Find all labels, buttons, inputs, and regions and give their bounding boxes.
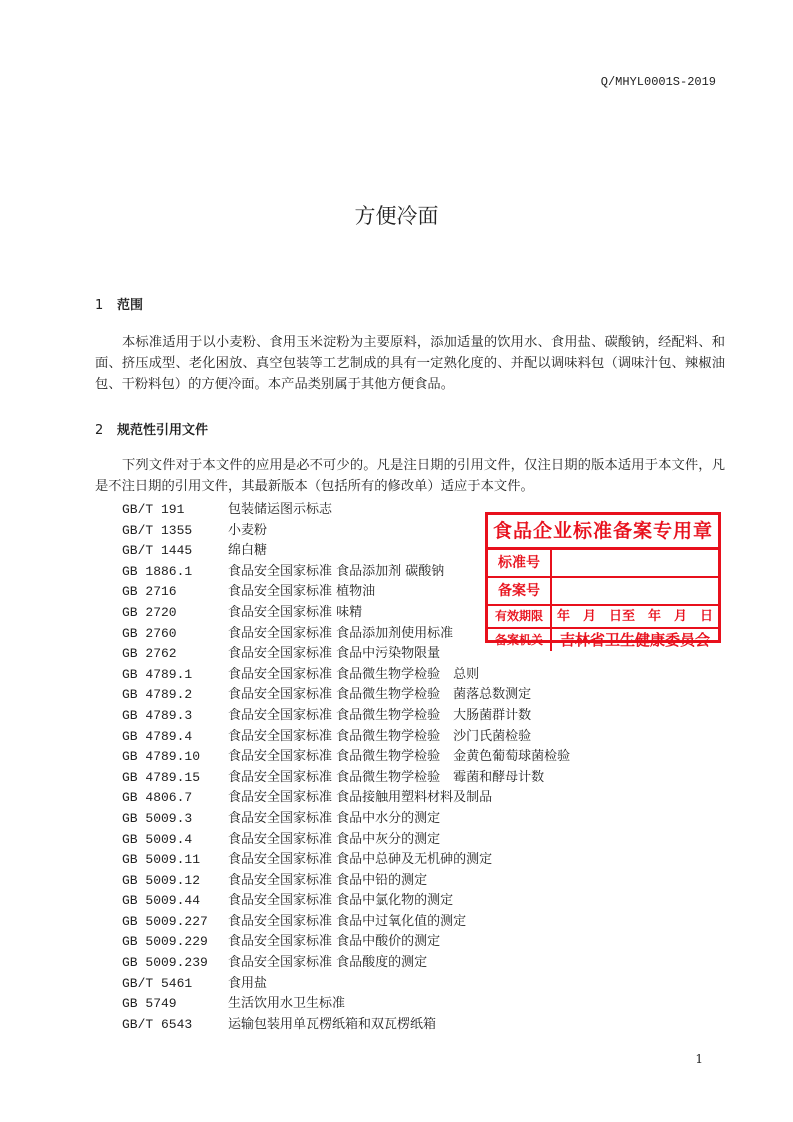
reference-item	[122, 768, 570, 789]
reference-title: 食品安全国家标准 食品中酸价的测定	[228, 934, 441, 950]
reference-title: 食品安全国家标准 食品中灰分的测定	[228, 831, 441, 847]
reference-title: 生活饮用水卫生标准	[228, 996, 346, 1012]
reference-title: 包装储运图示标志	[228, 502, 333, 517]
reference-title: 食品安全国家标准 食品微生物学检验 菌落总数测定	[228, 687, 532, 703]
reference-item	[122, 809, 570, 830]
reference-code: GB 2716	[122, 584, 177, 600]
reference-title: 食品安全国家标准 食品微生物学检验 总则	[228, 666, 480, 682]
reference-item	[122, 665, 570, 686]
reference-title: 食品安全国家标准 味精	[228, 604, 363, 620]
filing-stamp	[485, 512, 721, 649]
reference-item	[122, 912, 570, 933]
stamp-value: 吉林省卫生健康委员会	[559, 631, 710, 649]
reference-code: GB 5009.227	[122, 913, 208, 929]
section-1-text: 本标准适用于以小麦粉、食用玉米淀粉为主要原料，添加适量的饮用水、食用盐、碳酸钠，经配料、和面、挤压成型、老化困放、真空包装等工艺制成的具有一定熟化度的、并配以调味料包（调味汁包、辣椒油包、干粉料包）的方便冷面。本产品类别属于其他方便食品。	[95, 335, 725, 392]
reference-title: 食品安全国家标准 食品添加剂 碳酸钠	[228, 563, 445, 579]
reference-title: 食品安全国家标准 食品添加剂使用标准	[228, 625, 454, 641]
section-title: 规范性引用文件	[117, 423, 209, 438]
section-number: 1	[95, 298, 104, 313]
reference-code: GB 4789.2	[122, 687, 193, 703]
reference-code: GB/T 5461	[122, 975, 193, 991]
stamp-label: 标准号	[488, 550, 552, 576]
doc-title: 方便冷面	[354, 204, 439, 228]
reference-item	[122, 685, 570, 706]
reference-code: GB/T 1445	[122, 543, 193, 559]
reference-title: 食品安全国家标准 食品中氯化物的测定	[228, 893, 454, 909]
reference-code: GB 5009.4	[122, 831, 193, 847]
reference-code: GB 5009.12	[122, 872, 201, 888]
reference-item	[122, 830, 570, 851]
stamp-label: 备案号	[488, 578, 552, 604]
reference-code: GB 5749	[122, 996, 177, 1012]
reference-title: 食用盐	[228, 975, 268, 991]
reference-title: 运输包装用单瓦楞纸箱和双瓦楞纸箱	[228, 1016, 437, 1032]
reference-code: GB 5009.239	[122, 955, 208, 971]
stamp-label: 有效期限	[488, 606, 552, 627]
reference-item	[122, 891, 570, 912]
reference-code: GB 5009.3	[122, 810, 193, 826]
reference-item	[122, 788, 570, 809]
reference-code: GB/T 191	[122, 502, 185, 517]
reference-code: GB 4789.4	[122, 728, 193, 744]
section-2-heading	[95, 419, 208, 438]
doc-code: Q/MHYL0001S-2019	[600, 75, 716, 89]
reference-title: 食品安全国家标准 食品中过氧化值的测定	[228, 913, 467, 929]
section-title: 范围	[117, 298, 144, 313]
reference-item	[122, 871, 570, 892]
reference-title: 食品安全国家标准 食品微生物学检验 大肠菌群计数	[228, 707, 532, 723]
reference-title: 食品安全国家标准 食品微生物学检验 霉菌和酵母计数	[228, 769, 545, 785]
reference-item	[122, 974, 570, 995]
stamp-label: 备案机关	[488, 629, 552, 651]
reference-item	[122, 953, 570, 974]
reference-title: 绵白糖	[228, 543, 268, 559]
reference-code: GB 4789.10	[122, 749, 201, 765]
section-number: 2	[95, 423, 104, 438]
reference-title: 食品安全国家标准 食品微生物学检验 金黄色葡萄球菌检验	[228, 749, 571, 765]
reference-code: GB 5009.11	[122, 852, 201, 868]
reference-code: GB 2720	[122, 604, 177, 620]
reference-code: GB 5009.229	[122, 934, 208, 950]
reference-item	[122, 1015, 570, 1036]
reference-item	[122, 747, 570, 768]
reference-title: 食品安全国家标准 食品接触用塑料材料及制品	[228, 790, 493, 806]
stamp-value	[552, 550, 718, 576]
reference-item	[122, 727, 570, 748]
reference-code: GB/T 1355	[122, 522, 193, 538]
reference-item	[122, 850, 570, 871]
reference-code: GB 4789.1	[122, 666, 193, 682]
reference-item	[122, 932, 570, 953]
reference-title: 食品安全国家标准 食品中总砷及无机砷的测定	[228, 852, 493, 868]
reference-code: GB 4789.3	[122, 707, 193, 723]
reference-code: GB 1886.1	[122, 563, 193, 579]
reference-item	[122, 994, 570, 1015]
reference-item	[122, 706, 570, 727]
reference-title: 食品安全国家标准 植物油	[228, 584, 376, 600]
reference-code: GB 4806.7	[122, 790, 193, 806]
section-1-heading	[95, 294, 143, 313]
reference-title: 食品安全国家标准 食品酸度的测定	[228, 955, 428, 971]
page-number: 1	[695, 1052, 703, 1066]
stamp-value: 年 月 日至 年 月 日	[556, 609, 713, 624]
reference-code: GB/T 6543	[122, 1016, 193, 1032]
reference-code: GB 2762	[122, 646, 177, 662]
stamp-value	[552, 578, 718, 604]
reference-code: GB 5009.44	[122, 893, 201, 909]
reference-title: 食品安全国家标准 食品中铅的测定	[228, 872, 428, 888]
reference-title: 食品安全国家标准 食品中污染物限量	[228, 646, 441, 662]
reference-title: 小麦粉	[228, 522, 268, 538]
reference-title: 食品安全国家标准 食品中水分的测定	[228, 810, 441, 826]
reference-code: GB 4789.15	[122, 769, 201, 785]
section-2-text: 下列文件对于本文件的应用是必不可少的。凡是注日期的引用文件，仅注日期的版本适用于本文件，凡是不注日期的引用文件，其最新版本（包括所有的修改单）适应于本文件。	[95, 458, 725, 494]
stamp-title: 食品企业标准备案专用章	[488, 515, 718, 550]
reference-code: GB 2760	[122, 625, 177, 641]
reference-title: 食品安全国家标准 食品微生物学检验 沙门氏菌检验	[228, 728, 532, 744]
